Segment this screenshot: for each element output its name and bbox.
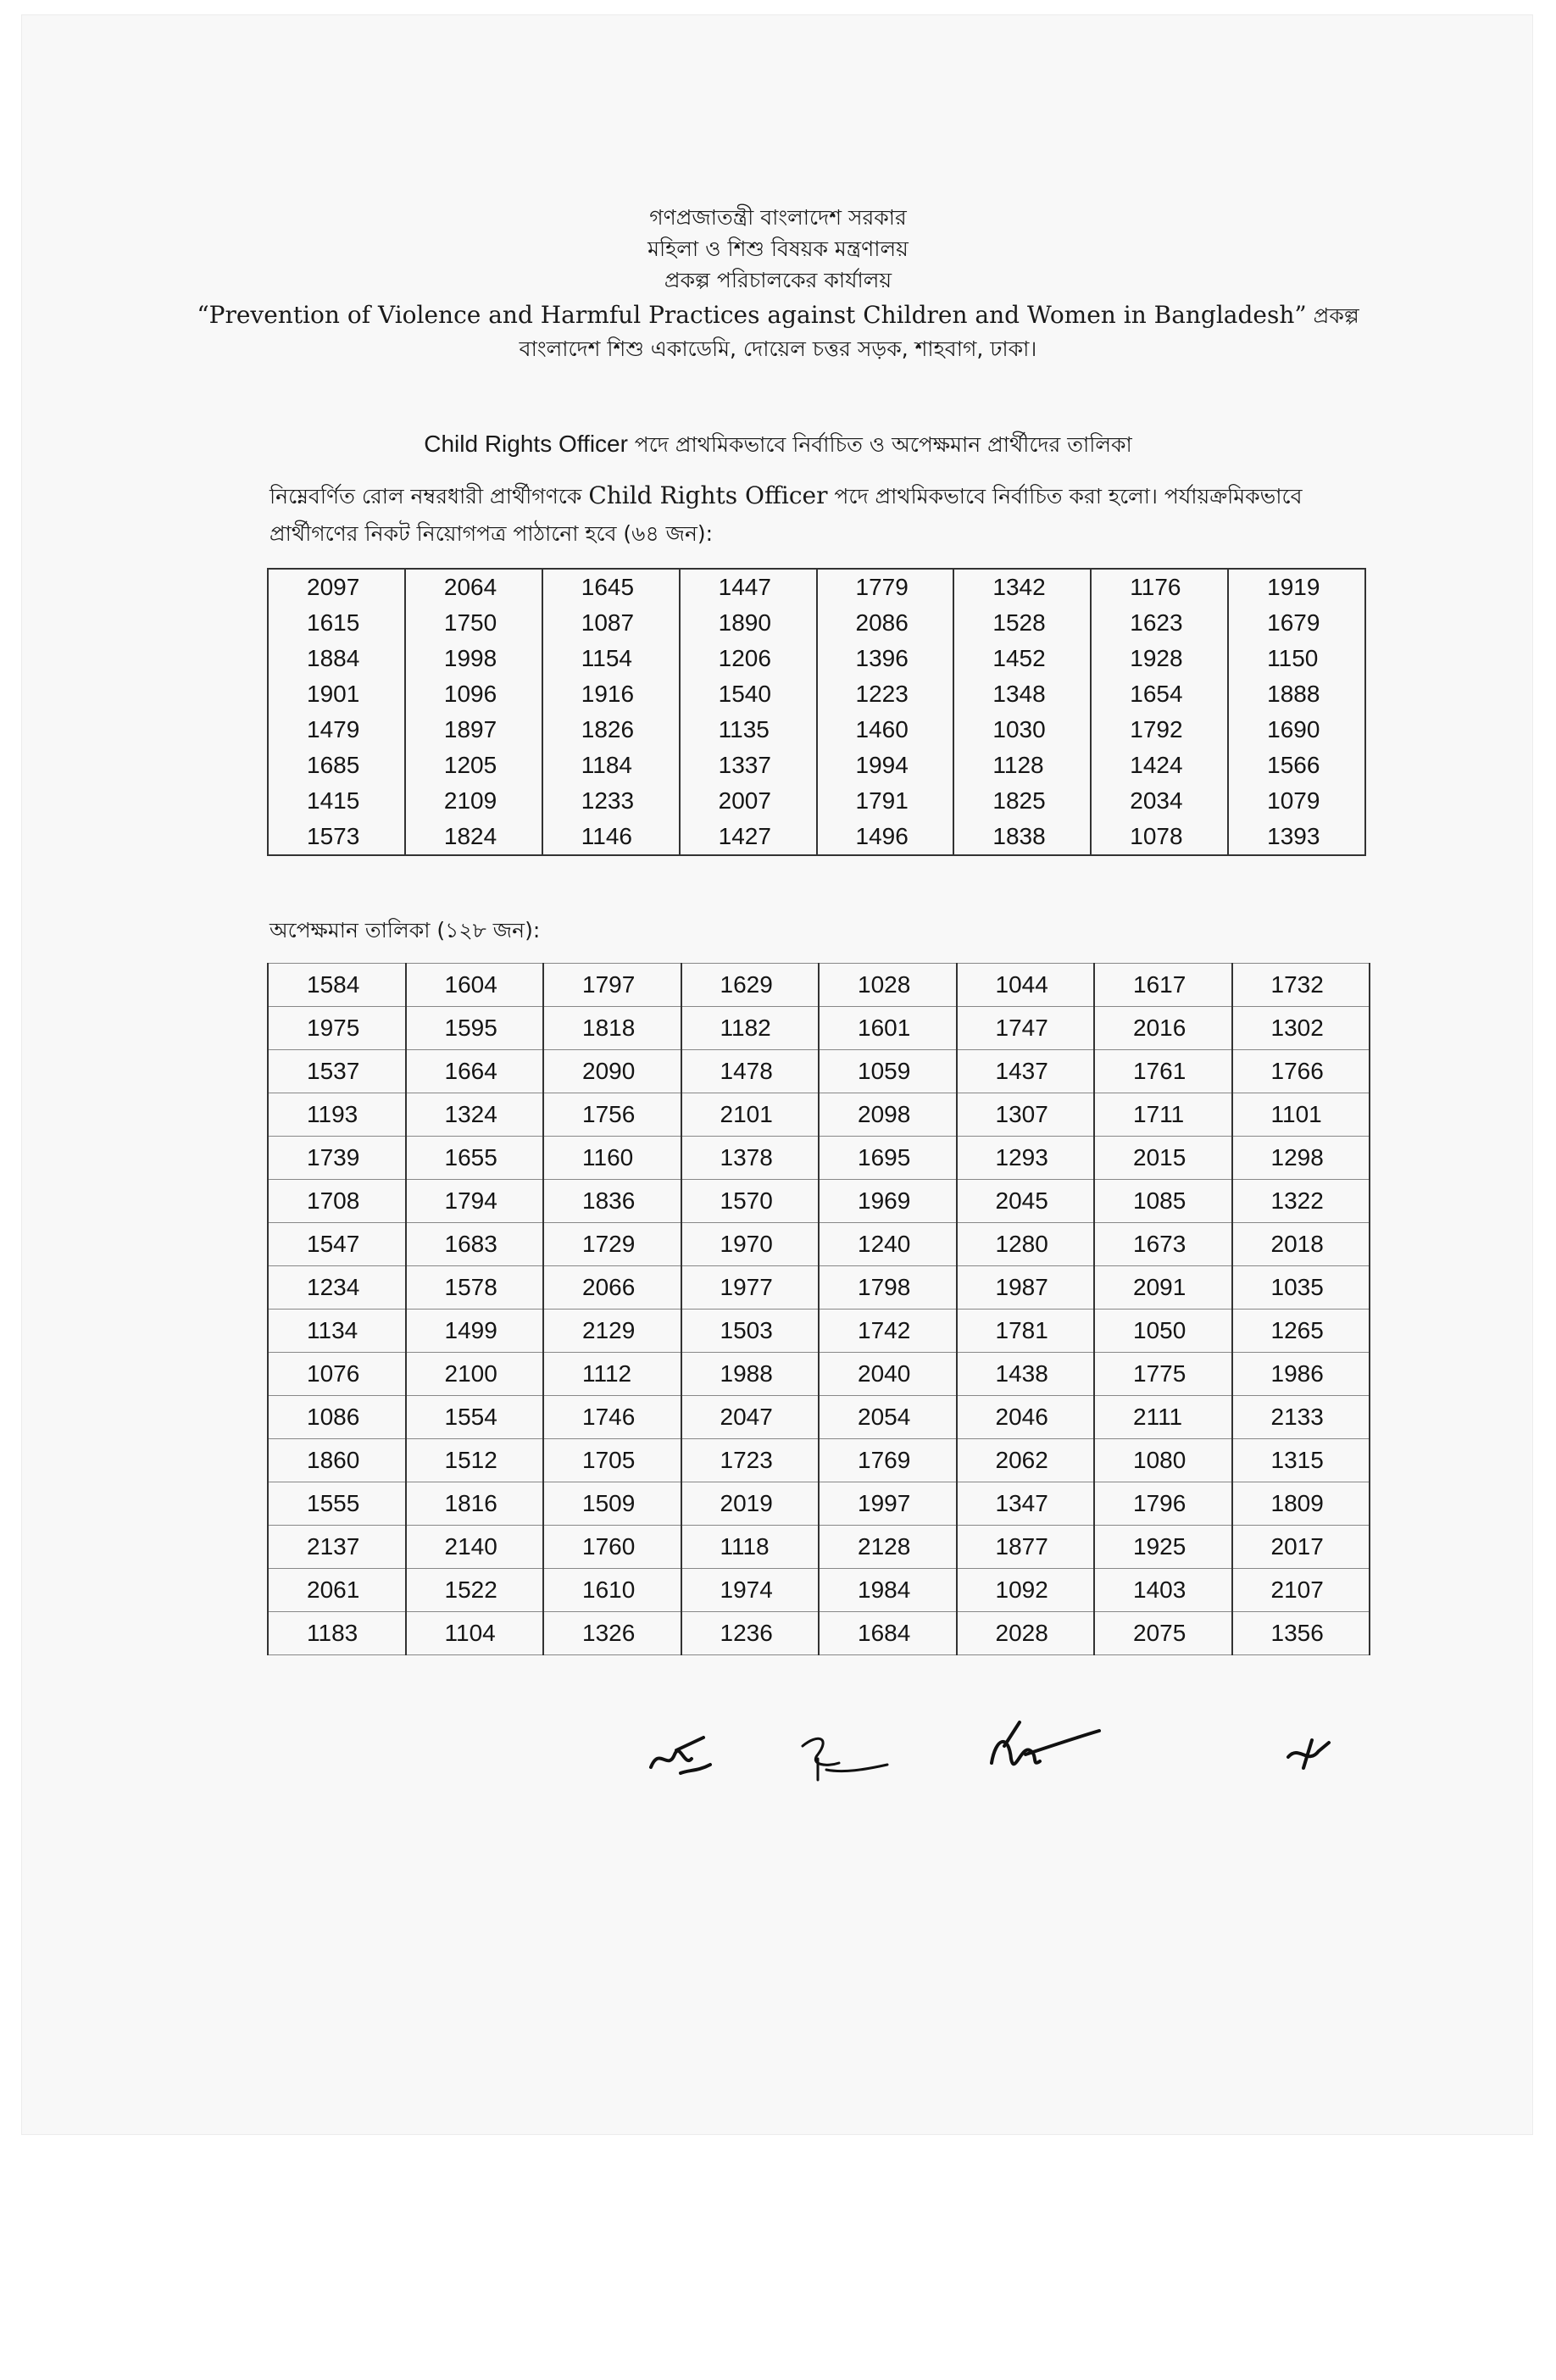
roll-number-cell: 1393 <box>1228 819 1365 855</box>
roll-number-cell: 1079 <box>1228 783 1365 819</box>
roll-number-cell: 1747 <box>957 1007 1095 1050</box>
roll-number-cell: 2097 <box>268 569 405 605</box>
roll-number-cell: 1711 <box>1094 1093 1232 1137</box>
roll-number-cell: 1028 <box>819 964 957 1007</box>
waiting-row <box>268 1396 1370 1439</box>
roll-number-cell: 1690 <box>1228 712 1365 748</box>
title-text: পদে প্রাথমিকভাবে নির্বাচিত ও অপেক্ষমান প্রার্থীদের তালিকা <box>634 432 1132 457</box>
roll-number-cell: 1685 <box>268 748 405 783</box>
roll-number-cell: 1035 <box>1232 1266 1370 1310</box>
roll-number-cell: 1984 <box>819 1569 957 1612</box>
roll-number-cell: 1322 <box>1232 1180 1370 1223</box>
roll-number-cell: 1326 <box>543 1612 681 1655</box>
roll-number-cell: 2018 <box>1232 1223 1370 1266</box>
roll-number-cell: 1087 <box>542 605 680 641</box>
roll-number-cell: 2046 <box>957 1396 1095 1439</box>
roll-number-cell: 1578 <box>406 1266 544 1310</box>
roll-number-cell: 2064 <box>405 569 542 605</box>
roll-number-cell: 1183 <box>268 1612 406 1655</box>
waiting-row <box>268 1482 1370 1526</box>
office-name: প্রকল্প পরিচালকের কার্যালয় <box>664 268 892 292</box>
roll-number-cell: 1570 <box>681 1180 820 1223</box>
roll-number-cell: 1683 <box>406 1223 544 1266</box>
roll-number-cell: 1890 <box>680 605 817 641</box>
project-suffix: প্রকল্প <box>1313 303 1359 328</box>
roll-number-cell: 1901 <box>268 676 405 712</box>
roll-number-cell: 2111 <box>1094 1396 1232 1439</box>
selected-row <box>268 783 1365 819</box>
selected-row <box>268 676 1365 712</box>
waiting-row <box>268 1007 1370 1050</box>
roll-number-cell: 2054 <box>819 1396 957 1439</box>
roll-number-cell: 1499 <box>406 1310 544 1353</box>
roll-number-cell: 1775 <box>1094 1353 1232 1396</box>
roll-number-cell: 2016 <box>1094 1007 1232 1050</box>
roll-number-cell: 1427 <box>680 819 817 855</box>
roll-number-cell: 1705 <box>543 1439 681 1482</box>
roll-number-cell: 1825 <box>953 783 1091 819</box>
roll-number-cell: 1182 <box>681 1007 820 1050</box>
roll-number-cell: 1988 <box>681 1353 820 1396</box>
intro-paragraph <box>270 477 1371 553</box>
roll-number-cell: 2019 <box>681 1482 820 1526</box>
roll-number-cell: 1760 <box>543 1526 681 1569</box>
roll-number-cell: 1234 <box>268 1266 406 1310</box>
roll-number-cell: 1233 <box>542 783 680 819</box>
signature-1 <box>642 1721 719 1788</box>
roll-number-cell: 1403 <box>1094 1569 1232 1612</box>
roll-number-cell: 1742 <box>819 1310 957 1353</box>
roll-number-cell: 1897 <box>405 712 542 748</box>
roll-number-cell: 1756 <box>543 1093 681 1137</box>
roll-number-cell: 1998 <box>405 641 542 676</box>
roll-number-cell: 1604 <box>406 964 544 1007</box>
roll-number-cell: 1528 <box>953 605 1091 641</box>
roll-number-cell: 1512 <box>406 1439 544 1482</box>
roll-number-cell: 1078 <box>1091 819 1228 855</box>
roll-number-cell: 2015 <box>1094 1137 1232 1180</box>
roll-number-cell: 1104 <box>406 1612 544 1655</box>
roll-number-cell: 1496 <box>817 819 954 855</box>
roll-number-cell: 1059 <box>819 1050 957 1093</box>
roll-number-cell: 2086 <box>817 605 954 641</box>
roll-number-cell: 1792 <box>1091 712 1228 748</box>
roll-number-cell: 1522 <box>406 1569 544 1612</box>
waiting-row <box>268 964 1370 1007</box>
roll-number-cell: 1438 <box>957 1353 1095 1396</box>
roll-number-cell: 1537 <box>268 1050 406 1093</box>
roll-number-cell: 1342 <box>953 569 1091 605</box>
waiting-roll-table <box>267 963 1370 1655</box>
roll-number-cell: 1298 <box>1232 1137 1370 1180</box>
roll-number-cell: 1974 <box>681 1569 820 1612</box>
list-title <box>0 428 1556 464</box>
selected-roll-table <box>267 568 1366 856</box>
roll-number-cell: 1479 <box>268 712 405 748</box>
roll-number-cell: 1554 <box>406 1396 544 1439</box>
roll-number-cell: 1555 <box>268 1482 406 1526</box>
roll-number-cell: 1096 <box>405 676 542 712</box>
roll-number-cell: 1347 <box>957 1482 1095 1526</box>
roll-number-cell: 1695 <box>819 1137 957 1180</box>
letterhead <box>0 202 1556 364</box>
roll-number-cell: 1970 <box>681 1223 820 1266</box>
roll-number-cell: 1280 <box>957 1223 1095 1266</box>
project-title <box>0 298 1556 333</box>
roll-number-cell: 2098 <box>819 1093 957 1137</box>
roll-number-cell: 1629 <box>681 964 820 1007</box>
roll-number-cell: 1925 <box>1094 1526 1232 1569</box>
waiting-row <box>268 1310 1370 1353</box>
roll-number-cell: 1184 <box>542 748 680 783</box>
selected-row <box>268 605 1365 641</box>
roll-number-cell: 1447 <box>680 569 817 605</box>
roll-number-cell: 2109 <box>405 783 542 819</box>
roll-number-cell: 1975 <box>268 1007 406 1050</box>
waiting-row <box>268 1093 1370 1137</box>
roll-number-cell: 1044 <box>957 964 1095 1007</box>
waiting-row <box>268 1050 1370 1093</box>
roll-number-cell: 2129 <box>543 1310 681 1353</box>
selected-row <box>268 712 1365 748</box>
roll-number-cell: 2040 <box>819 1353 957 1396</box>
roll-number-cell: 1101 <box>1232 1093 1370 1137</box>
roll-number-cell: 2091 <box>1094 1266 1232 1310</box>
roll-number-cell: 2034 <box>1091 783 1228 819</box>
roll-number-cell: 1761 <box>1094 1050 1232 1093</box>
roll-number-cell: 1086 <box>268 1396 406 1439</box>
waiting-row <box>268 1612 1370 1655</box>
roll-number-cell: 2128 <box>819 1526 957 1569</box>
roll-number-cell: 2017 <box>1232 1526 1370 1569</box>
roll-number-cell: 1746 <box>543 1396 681 1439</box>
waiting-row <box>268 1266 1370 1310</box>
roll-number-cell: 1547 <box>268 1223 406 1266</box>
roll-number-cell: 2075 <box>1094 1612 1232 1655</box>
roll-number-cell: 1617 <box>1094 964 1232 1007</box>
roll-number-cell: 1884 <box>268 641 405 676</box>
roll-number-cell: 1437 <box>957 1050 1095 1093</box>
roll-number-cell: 1994 <box>817 748 954 783</box>
roll-number-cell: 1315 <box>1232 1439 1370 1482</box>
roll-number-cell: 1112 <box>543 1353 681 1396</box>
roll-number-cell: 1664 <box>406 1050 544 1093</box>
ministry-name: মহিলা ও শিশু বিষয়ক মন্ত্রণালয় <box>647 236 909 261</box>
roll-number-cell: 1836 <box>543 1180 681 1223</box>
selected-row <box>268 641 1365 676</box>
roll-number-cell: 1265 <box>1232 1310 1370 1353</box>
roll-number-cell: 1176 <box>1091 569 1228 605</box>
waiting-row <box>268 1223 1370 1266</box>
roll-number-cell: 1877 <box>957 1526 1095 1569</box>
signature-2 <box>792 1721 894 1788</box>
roll-number-cell: 1986 <box>1232 1353 1370 1396</box>
waiting-list-heading: অপেক্ষমান তালিকা (১২৮ জন): <box>270 918 541 943</box>
roll-number-cell: 1769 <box>819 1439 957 1482</box>
waiting-row <box>268 1569 1370 1612</box>
roll-number-cell: 1723 <box>681 1439 820 1482</box>
roll-number-cell: 1977 <box>681 1266 820 1310</box>
roll-number-cell: 1997 <box>819 1482 957 1526</box>
roll-number-cell: 1030 <box>953 712 1091 748</box>
roll-number-cell: 1236 <box>681 1612 820 1655</box>
roll-number-cell: 1085 <box>1094 1180 1232 1223</box>
roll-number-cell: 1509 <box>543 1482 681 1526</box>
roll-number-cell: 1573 <box>268 819 405 855</box>
signature-4 <box>1278 1727 1337 1778</box>
roll-number-cell: 1816 <box>406 1482 544 1526</box>
roll-number-cell: 1791 <box>817 783 954 819</box>
roll-number-cell: 1307 <box>957 1093 1095 1137</box>
roll-number-cell: 2090 <box>543 1050 681 1093</box>
roll-number-cell: 1673 <box>1094 1223 1232 1266</box>
roll-number-cell: 1809 <box>1232 1482 1370 1526</box>
roll-number-cell: 1118 <box>681 1526 820 1569</box>
roll-number-cell: 1378 <box>681 1137 820 1180</box>
roll-number-cell: 1092 <box>957 1569 1095 1612</box>
roll-number-cell: 1050 <box>1094 1310 1232 1353</box>
roll-number-cell: 1396 <box>817 641 954 676</box>
roll-number-cell: 1916 <box>542 676 680 712</box>
roll-number-cell: 1679 <box>1228 605 1365 641</box>
roll-number-cell: 1987 <box>957 1266 1095 1310</box>
roll-number-cell: 1860 <box>268 1439 406 1482</box>
roll-number-cell: 1584 <box>268 964 406 1007</box>
roll-number-cell: 1919 <box>1228 569 1365 605</box>
roll-number-cell: 1739 <box>268 1137 406 1180</box>
roll-number-cell: 1150 <box>1228 641 1365 676</box>
roll-number-cell: 1766 <box>1232 1050 1370 1093</box>
roll-number-cell: 2140 <box>406 1526 544 1569</box>
roll-number-cell: 1750 <box>405 605 542 641</box>
roll-number-cell: 1324 <box>406 1093 544 1137</box>
roll-number-cell: 2061 <box>268 1569 406 1612</box>
title-post-name: Child Rights Officer <box>424 431 628 457</box>
roll-number-cell: 1729 <box>543 1223 681 1266</box>
roll-number-cell: 1240 <box>819 1223 957 1266</box>
waiting-row <box>268 1526 1370 1569</box>
roll-number-cell: 2028 <box>957 1612 1095 1655</box>
roll-number-cell: 1615 <box>268 605 405 641</box>
government-name: গণপ্রজাতন্ত্রী বাংলাদেশ সরকার <box>649 205 907 230</box>
roll-number-cell: 1610 <box>543 1569 681 1612</box>
roll-number-cell: 1838 <box>953 819 1091 855</box>
roll-number-cell: 1798 <box>819 1266 957 1310</box>
roll-number-cell: 1826 <box>542 712 680 748</box>
roll-number-cell: 2045 <box>957 1180 1095 1223</box>
roll-number-cell: 1080 <box>1094 1439 1232 1482</box>
roll-number-cell: 1684 <box>819 1612 957 1655</box>
roll-number-cell: 1818 <box>543 1007 681 1050</box>
roll-number-cell: 1645 <box>542 569 680 605</box>
roll-number-cell: 1796 <box>1094 1482 1232 1526</box>
roll-number-cell: 2133 <box>1232 1396 1370 1439</box>
roll-number-cell: 1154 <box>542 641 680 676</box>
roll-number-cell: 2066 <box>543 1266 681 1310</box>
roll-number-cell: 1223 <box>817 676 954 712</box>
selected-row <box>268 748 1365 783</box>
waiting-row <box>268 1353 1370 1396</box>
roll-number-cell: 1655 <box>406 1137 544 1180</box>
roll-number-cell: 1076 <box>268 1353 406 1396</box>
roll-number-cell: 1293 <box>957 1137 1095 1180</box>
roll-number-cell: 1356 <box>1232 1612 1370 1655</box>
roll-number-cell: 2101 <box>681 1093 820 1137</box>
waiting-row <box>268 1439 1370 1482</box>
roll-number-cell: 1888 <box>1228 676 1365 712</box>
roll-number-cell: 1732 <box>1232 964 1370 1007</box>
roll-number-cell: 1794 <box>406 1180 544 1223</box>
roll-number-cell: 1460 <box>817 712 954 748</box>
roll-number-cell: 1781 <box>957 1310 1095 1353</box>
roll-number-cell: 1424 <box>1091 748 1228 783</box>
roll-number-cell: 1302 <box>1232 1007 1370 1050</box>
roll-number-cell: 1478 <box>681 1050 820 1093</box>
signature-3 <box>979 1712 1106 1788</box>
roll-number-cell: 1623 <box>1091 605 1228 641</box>
signature-block <box>0 1704 1556 1805</box>
roll-number-cell: 2007 <box>680 783 817 819</box>
roll-number-cell: 1452 <box>953 641 1091 676</box>
roll-number-cell: 1134 <box>268 1310 406 1353</box>
selected-row <box>268 569 1365 605</box>
roll-number-cell: 1654 <box>1091 676 1228 712</box>
roll-number-cell: 1824 <box>405 819 542 855</box>
roll-number-cell: 1566 <box>1228 748 1365 783</box>
roll-number-cell: 1160 <box>543 1137 681 1180</box>
roll-number-cell: 2062 <box>957 1439 1095 1482</box>
roll-number-cell: 1708 <box>268 1180 406 1223</box>
roll-number-cell: 1779 <box>817 569 954 605</box>
roll-number-cell: 1928 <box>1091 641 1228 676</box>
intro-post-name: Child Rights Officer <box>588 481 828 509</box>
roll-number-cell: 2137 <box>268 1526 406 1569</box>
roll-number-cell: 2107 <box>1232 1569 1370 1612</box>
roll-number-cell: 1206 <box>680 641 817 676</box>
roll-number-cell: 1540 <box>680 676 817 712</box>
roll-number-cell: 1128 <box>953 748 1091 783</box>
roll-number-cell: 1601 <box>819 1007 957 1050</box>
roll-number-cell: 1503 <box>681 1310 820 1353</box>
selected-row <box>268 819 1365 855</box>
intro-part-2: পদে প্রাথমিকভাবে নির্বাচিত করা হলো। পর্যায়ক্রমিকভাবে প্রার্থীগণের নিকট নিয়োগপত্র পাঠানো হবে (৬৪ জন): <box>270 484 1303 546</box>
roll-number-cell: 1337 <box>680 748 817 783</box>
roll-number-cell: 1969 <box>819 1180 957 1223</box>
roll-number-cell: 1205 <box>405 748 542 783</box>
roll-number-cell: 1146 <box>542 819 680 855</box>
roll-number-cell: 1193 <box>268 1093 406 1137</box>
waiting-row <box>268 1137 1370 1180</box>
roll-number-cell: 1348 <box>953 676 1091 712</box>
roll-number-cell: 1595 <box>406 1007 544 1050</box>
roll-number-cell: 2100 <box>406 1353 544 1396</box>
roll-number-cell: 1797 <box>543 964 681 1007</box>
waiting-row <box>268 1180 1370 1223</box>
roll-number-cell: 2047 <box>681 1396 820 1439</box>
office-address: বাংলাদেশ শিশু একাডেমি, দোয়েল চত্তর সড়ক, শাহবাগ, ঢাকা। <box>519 336 1037 361</box>
intro-part-1: নিম্নেবর্ণিত রোল নম্বরধারী প্রার্থীগণকে <box>270 484 582 509</box>
roll-number-cell: 1135 <box>680 712 817 748</box>
project-name: “Prevention of Violence and Harmful Practices against Children and Women in Bangladesh” <box>197 301 1307 329</box>
roll-number-cell: 1415 <box>268 783 405 819</box>
